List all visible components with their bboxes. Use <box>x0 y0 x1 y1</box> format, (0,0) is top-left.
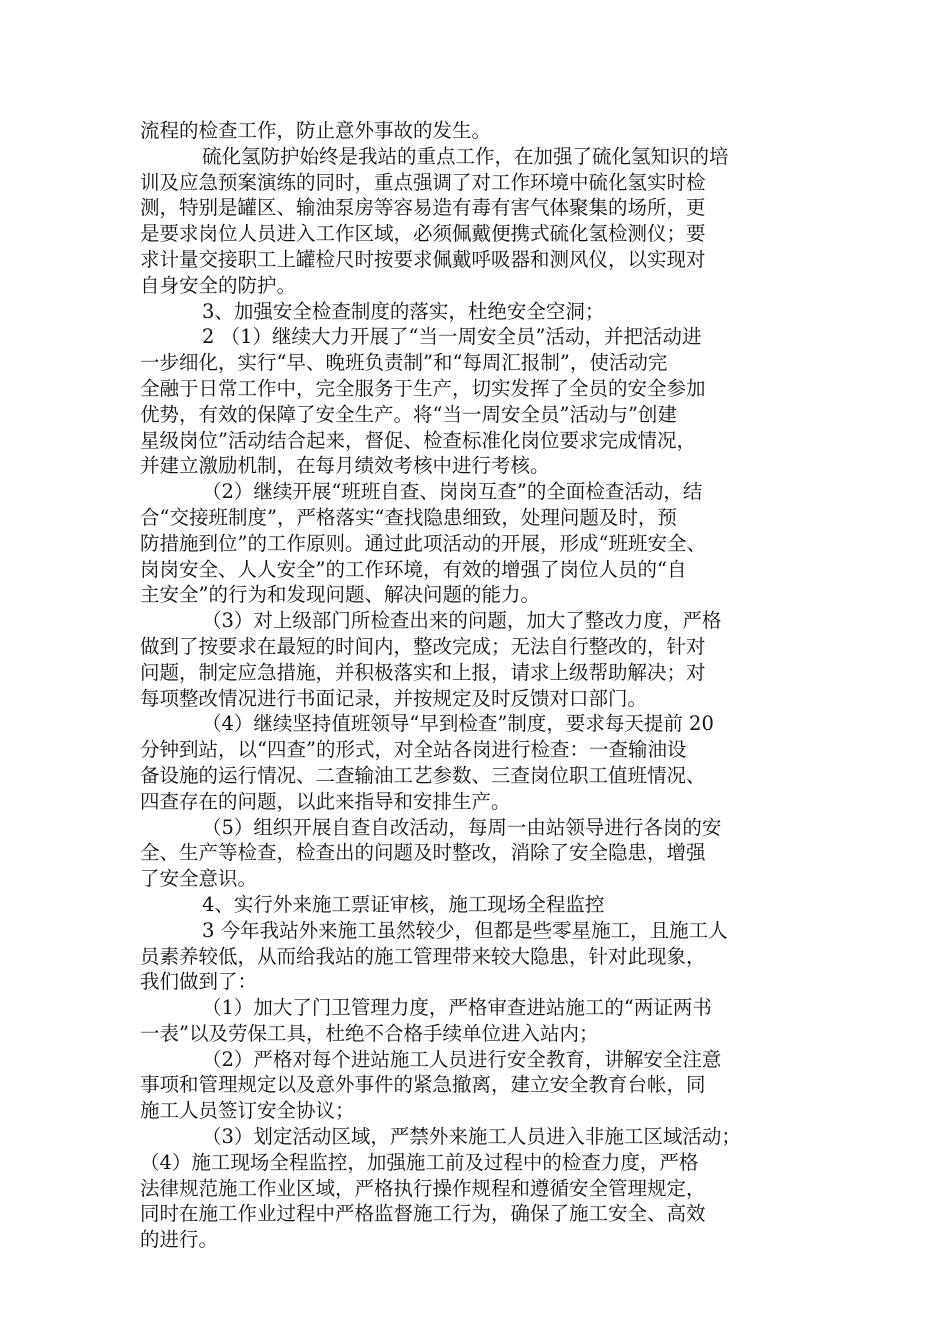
text-line: 了安全意识。 <box>140 867 258 891</box>
text-line: 测，特别是罐区、输油泵房等容易造有毒有害气体聚集的场所，更 <box>140 196 706 220</box>
document-body <box>140 118 820 1253</box>
text-line: 法律规范施工作业区域，严格执行操作规程和遵循安全管理规定， <box>140 1176 706 1200</box>
text-line: 四查存在的问题，以此来指导和安排生产。 <box>140 789 511 813</box>
paragraph-first-line: 3 今年我站外来施工虽然较少，但都是些零星施工，且施工人 <box>202 918 728 942</box>
text-line: 做到了按要求在最短的时间内，整改完成；无法自行整改的，针对 <box>140 634 706 658</box>
paragraph-first-line: （2）严格对每个进站施工人员进行安全教育，讲解安全注意 <box>202 1047 722 1071</box>
text-line: 岗岗安全、人人安全”的工作环境，有效的增强了岗位人员的“自 <box>140 557 687 581</box>
text-line: 事项和管理规定以及意外事件的紧急撤离，建立安全教育台帐，同 <box>140 1073 706 1097</box>
paragraph-first-line: （5）组织开展自查自改活动，每周一由站领导进行各岗的安 <box>202 815 722 839</box>
text-line: 分钟到站，以“四查”的形式，对全站各岗进行检查：一查输油设 <box>140 738 687 762</box>
paragraph-first-line: （2）继续开展“班班自查、岗岗互查”的全面检查活动，结 <box>202 480 703 504</box>
text-line: 星级岗位”活动结合起来，督促、检查标准化岗位要求完成情况， <box>140 428 696 452</box>
text-line: 的进行。 <box>140 1228 219 1252</box>
text-line: 一表”以及劳保工具，杜绝不合格手续单位进入站内； <box>140 1021 599 1045</box>
section-heading: 4、实行外来施工票证审核，施工现场全程监控 <box>202 892 605 916</box>
section-heading: 3、加强安全检查制度的落实，杜绝安全空洞； <box>202 299 605 323</box>
paragraph-first-line: 2 （1）继续大力开展了“当一周安全员”活动，并把活动进 <box>202 325 702 349</box>
paragraph-first-line: （4）继续坚持值班领导“早到检查”制度，要求每天提前 20 <box>202 712 714 736</box>
text-line: 每项整改情况进行书面记录，并按规定及时反馈对口部门。 <box>140 686 648 710</box>
text-line: 同时在施工作业过程中严格监督施工行为，确保了施工安全、高效 <box>140 1202 706 1226</box>
paragraph-first-line: （4）施工现场全程监控，加强施工前及过程中的检查力度，严格 <box>140 1150 699 1174</box>
text-line: 是要求岗位人员进入工作区域，必须佩戴便携式硫化氢检测仪；要 <box>140 222 706 246</box>
text-line: 我们做到了： <box>140 970 258 994</box>
text-line: 一步细化，实行“早、晚班负责制”和“每周汇报制”，使活动完 <box>140 351 668 375</box>
text-line: 求计量交接职工上罐检尺时按要求佩戴呼吸器和测风仪，以实现对 <box>140 247 706 271</box>
text-line: 防措施到位”的工作原则。通过此项活动的开展，形成“班班安全、 <box>140 531 706 555</box>
text-line: 合“交接班制度”，严格落实“查找隐患细致，处理问题及时，预 <box>140 505 677 529</box>
text-line: 施工人员签订安全协议； <box>140 1099 355 1123</box>
text-line: 主安全”的行为和发现问题、解决问题的能力。 <box>140 583 540 607</box>
text-line: 全融于日常工作中，完全服务于生产，切实发挥了全员的安全参加 <box>140 376 706 400</box>
text-line: 自身安全的防护。 <box>140 273 297 297</box>
text-line: 员素养较低，从而给我站的施工管理带来较大隐患，针对此现象， <box>140 944 706 968</box>
paragraph-first-line: （3）划定活动区域，严禁外来施工人员进入非施工区域活动； <box>202 1125 741 1149</box>
paragraph-first-line: （1）加大了门卫管理力度，严格审查进站施工的“两证两书 <box>202 996 712 1020</box>
text-line: 全、生产等检查，检查出的问题及时整改，消除了安全隐患，增强 <box>140 841 706 865</box>
text-line: 训及应急预案演练的同时，重点强调了对工作环境中硫化氢实时检 <box>140 170 706 194</box>
paragraph-first-line: （3）对上级部门所检查出来的问题，加大了整改力度，严格 <box>202 609 722 633</box>
text-line: 备设施的运行情况、二查输油工艺参数、三查岗位职工值班情况、 <box>140 763 706 787</box>
paragraph-first-line: 硫化氢防护始终是我站的重点工作，在加强了硫化氢知识的培 <box>202 144 729 168</box>
text-line: 优势，有效的保障了安全生产。将“当一周安全员”活动与”创建 <box>140 402 677 426</box>
text-line: 流程的检查工作，防止意外事故的发生。 <box>140 119 492 142</box>
text-line: 问题，制定应急措施，并积极落实和上报，请求上级帮助解决；对 <box>140 660 706 684</box>
text-line: 并建立激励机制，在每月绩效考核中进行考核。 <box>140 454 550 478</box>
